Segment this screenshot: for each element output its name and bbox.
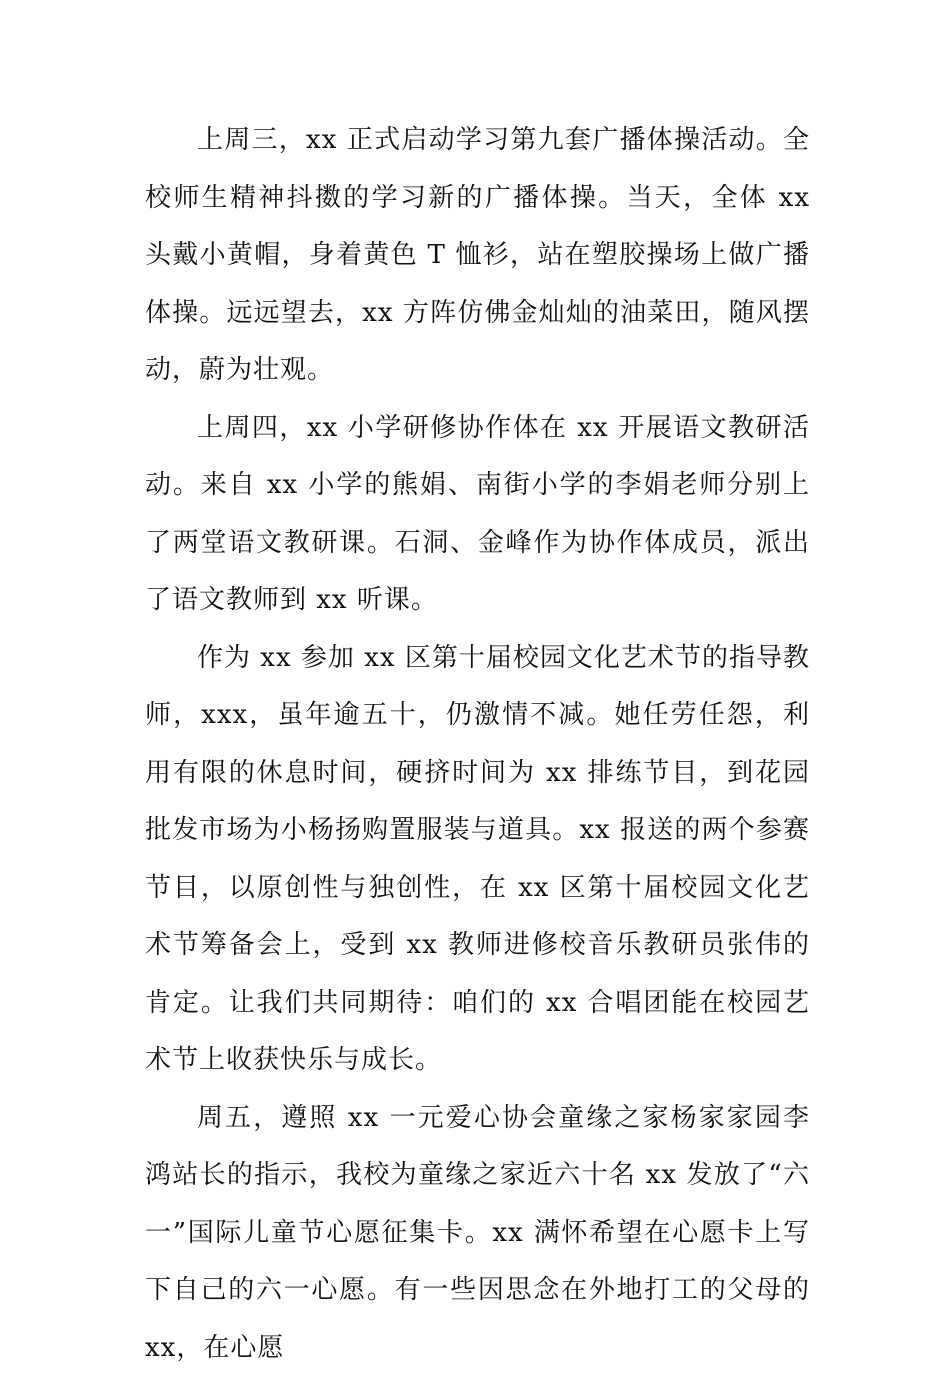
- paragraph-broadcast-exercise: 上周三，xx 正式启动学习第九套广播体操活动。全校师生精神抖擞的学习新的广播体操。当天，全体 xx 头戴小黄帽，身着黄色 T 恤衫，站在塑胶操场上做广播体操。远远望去，xx 方阵仿佛金灿灿的油菜田，随风摆动，蔚为壮观。: [145, 112, 810, 400]
- paragraph-wish-cards: 周五，遵照 xx 一元爱心协会童缘之家杨家家园李鸿站长的指示，我校为童缘之家近六十名 xx 发放了“六一”国际儿童节心愿征集卡。xx 满怀希望在心愿卡上写下自己的六一心愿。有一些因思念在外地打工的父母的 xx，在心愿: [145, 1090, 810, 1377]
- document-body: [145, 112, 810, 1377]
- paragraph-chinese-teaching-research: 上周四，xx 小学研修协作体在 xx 开展语文教研活动。来自 xx 小学的熊娟、南街小学的李娟老师分别上了两堂语文教研课。石洞、金峰作为协作体成员，派出了语文教师到 xx 听课。: [145, 400, 810, 630]
- paragraph-art-festival-teacher: 作为 xx 参加 xx 区第十届校园文化艺术节的指导教师，xxx，虽年逾五十，仍激情不减。她任劳任怨，利用有限的休息时间，硬挤时间为 xx 排练节目，到花园批发市场为小杨扬购置服装与道具。xx 报送的两个参赛节目，以原创性与独创性，在 xx 区第十届校园文化艺术节筹备会上，受到 xx 教师进修校音乐教研员张伟的肯定。让我们共同期待：咱们的 xx 合唱团能在校园艺术节上收获快乐与成长。: [145, 630, 810, 1090]
